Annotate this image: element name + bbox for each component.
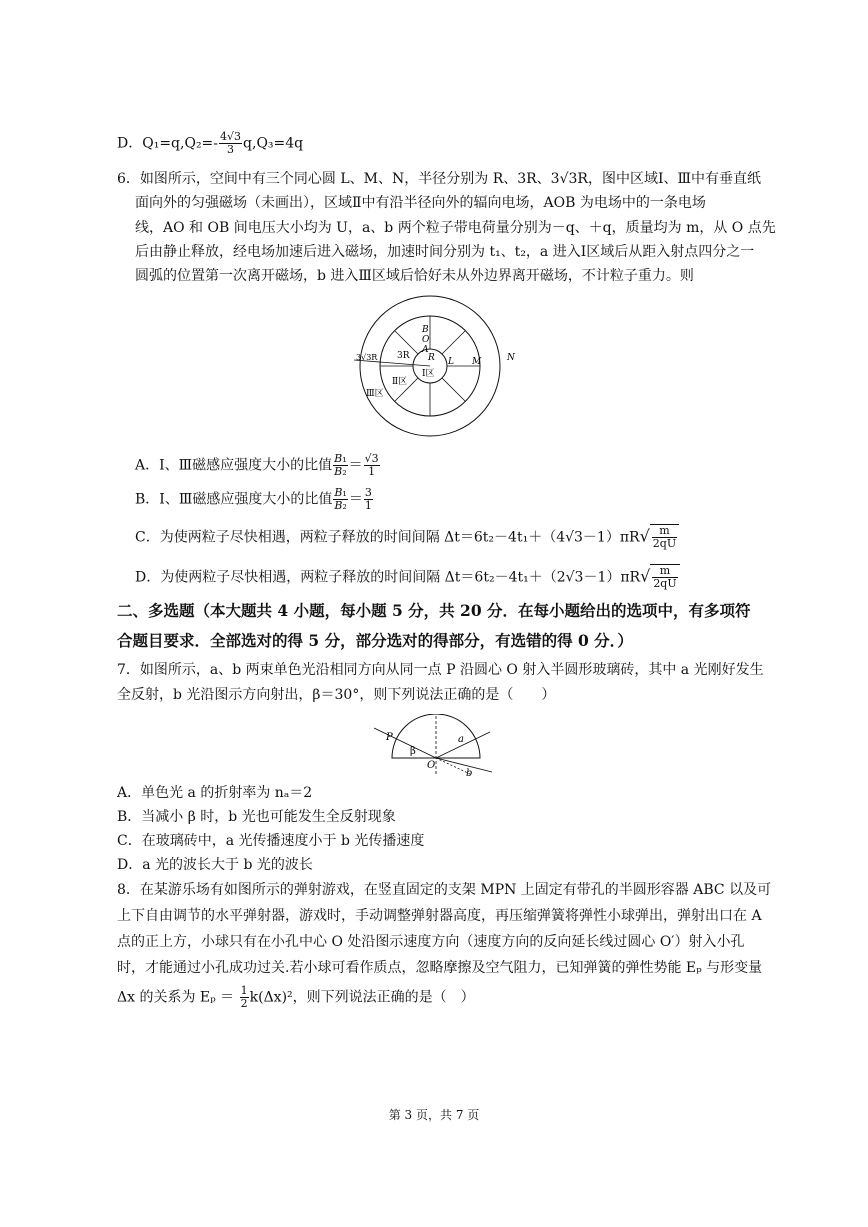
- q6-line-3: 线，AO 和 OB 间电压大小均为 U，a、b 两个粒子带电荷量分别为－q、＋q，质量均为 m，从 O 点先: [135, 220, 776, 236]
- sqrt-num: m: [652, 525, 677, 538]
- q6-line-4: 后由静止释放，经电场加速后进入磁场，加速时间分别为 t₁、t₂，a 进入Ⅰ区域后从距入射点四分之一: [135, 244, 755, 260]
- option-label: C．: [135, 529, 160, 546]
- b-ratio: $\frac{\text{B₁}}{\text{B₂}}$: [334, 486, 347, 512]
- q8-line-2: 上下自由调节的水平弹射器，游戏时，手动调整弹射器高度，再压缩弹簧将弹性小球弹出，弹射出口在 A: [117, 908, 762, 924]
- q7-option-d: D．a 光的波长大于 b 光的波长: [117, 857, 313, 873]
- option-label: D．: [117, 135, 143, 152]
- section-heading-line-1: 二、多选题（本大题共 4 小题，每小题 5 分，共 20 分．在每小题给出的选项中，有多项符: [117, 601, 751, 620]
- q7-line-1: 7．如图所示，a、b 两束单色光沿相同方向从同一点 P 沿圆心 O 射入半圆形玻璃砖，其中 a 光刚好发生: [117, 662, 764, 678]
- label-zone3: Ⅲ区: [366, 389, 384, 399]
- label-a: A: [422, 345, 429, 355]
- q8-line-1: 8．在某游乐场有如图所示的弹射游戏，在竖直固定的支架 MPN 上固定有带孔的半圆形容器 ABC 以及可: [117, 882, 772, 898]
- label-3sqrt3r: 3√3R: [356, 353, 378, 362]
- ratio-num: 3: [364, 486, 372, 499]
- option-text: Ⅰ、Ⅲ磁感应强度大小的比值: [159, 491, 333, 508]
- option-text: 为使两粒子尽快相遇，两粒子释放的时间间隔 Δt＝6t₂－4t₁＋（2√3－1）πR: [160, 569, 641, 586]
- section-heading-line-2: 合题目要求．全部选对的得 5 分，部分选对的得部分，有选错的得 0 分．）: [117, 631, 633, 650]
- q8-line-3: 点的正上方，小球只有在小孔中心 O 处沿图示速度方向（速度方向的反向延长线过圆心 O′）射入小孔: [117, 934, 745, 950]
- half-fraction: [240, 985, 249, 1010]
- q8-line-4: 时，才能通过小孔成功过关.若小球可看作质点，忽略摩擦及空气阻力，已知弹簧的弹性势能 Eₚ 与形变量: [117, 960, 763, 976]
- q7-option-b: B．当减小 β 时，b 光也可能发生全反射现象: [117, 809, 396, 825]
- q6-line-1: 6．如图所示，空间中有三个同心圆 L、M、N，半径分别为 R、3R、3√3R，图中区域Ⅰ、Ⅲ中有垂直纸: [117, 171, 761, 187]
- b-ratio: $\frac{\text{B₁}}{\text{B₂}}$: [334, 452, 347, 478]
- q6-option-c: C．为使两粒子尽快相遇，两粒子释放的时间间隔 Δt＝6t₂－4t₁＋（4√3－1）πR√ $\frac{m}{2qU}$: [135, 524, 679, 550]
- frac-den: 2: [240, 997, 248, 1010]
- option-text: Ⅰ、Ⅲ磁感应强度大小的比值: [159, 457, 333, 474]
- frac-num: 1: [240, 984, 248, 997]
- formula-pre: Δx 的关系为 Eₚ ＝: [117, 989, 239, 1006]
- page-footer: 第 3 页，共 7 页: [388, 1108, 480, 1122]
- frac-num: 4√3: [220, 130, 242, 143]
- label-a: a: [458, 734, 464, 745]
- label-b: b: [466, 768, 473, 778]
- label-3r: 3R: [397, 351, 410, 361]
- option-text: Q₁=q,Q₂=-: [142, 135, 219, 152]
- label-beta: β: [410, 746, 416, 757]
- label-zone1: Ⅰ区: [422, 369, 435, 379]
- option-label: A．: [135, 457, 160, 474]
- ratio-num: √3: [364, 452, 379, 465]
- ratio-value: [364, 453, 380, 478]
- sqrt-den: 2qU: [653, 577, 677, 590]
- ratio-den: 1: [364, 499, 372, 512]
- q6-option-a: A．Ⅰ、Ⅲ磁感应强度大小的比值 $\frac{\text{B₁}}{\text{B₂}}$ ＝ $\frac{√3}{1}$: [135, 452, 379, 478]
- frac-den: 3: [227, 143, 235, 156]
- option-tail: q,Q₃=4q: [243, 135, 304, 152]
- option-label: D．: [135, 569, 161, 586]
- ratio-value: [364, 487, 373, 512]
- label-o: O: [422, 335, 430, 345]
- option-d-prev: [117, 131, 303, 156]
- label-p: P: [386, 732, 393, 743]
- q6-line-2: 面向外的匀强磁场（未画出），区域Ⅱ中有沿半径向外的辐向电场，AOB 为电场中的一条电场: [135, 195, 706, 211]
- sqrt-den: 2qU: [652, 537, 677, 550]
- fraction: [219, 131, 242, 156]
- option-label: B．: [135, 491, 160, 508]
- q8-line-5: [117, 985, 475, 1010]
- semicircle-glass-figure: [370, 714, 500, 778]
- label-m: M: [472, 357, 482, 367]
- label-n: N: [507, 353, 515, 363]
- label-b: B: [422, 325, 429, 335]
- q6-option-b: B．Ⅰ、Ⅲ磁感应强度大小的比值 $\frac{\text{B₁}}{\text{B₂}}$ ＝ $\frac{3}{1}$: [135, 486, 372, 512]
- label-r: R: [428, 353, 435, 363]
- q6-line-5: 圆弧的位置第一次离开磁场，b 进入Ⅲ区域后恰好未从外边界离开磁场，不计粒子重力。则: [135, 268, 694, 284]
- sqrt-num: m: [652, 565, 677, 578]
- q7-option-c: C．在玻璃砖中，a 光传播速度小于 b 光传播速度: [117, 833, 425, 849]
- concentric-circles-figure: [342, 294, 522, 438]
- formula-post: k(Δx)²，则下列说法正确的是（ ）: [249, 989, 475, 1006]
- q7-option-a: A．单色光 a 的折射率为 nₐ＝2: [117, 785, 313, 801]
- sqrt-frac: [652, 565, 677, 590]
- label-l: L: [448, 357, 454, 367]
- label-o: O: [427, 760, 436, 771]
- option-text: 为使两粒子尽快相遇，两粒子释放的时间间隔 Δt＝6t₂－4t₁＋（4√3－1）πR: [159, 529, 640, 546]
- sqrt-frac: [652, 525, 677, 550]
- ratio-den: 1: [368, 465, 376, 478]
- q6-option-d: D．为使两粒子尽快相遇，两粒子释放的时间间隔 Δt＝6t₂－4t₁＋（2√3－1）πR√ $\frac{m}{2qU}$: [135, 564, 680, 590]
- label-zone2: Ⅱ区: [392, 377, 408, 387]
- q7-line-2: 全反射，b 光沿图示方向射出，β＝30°，则下列说法正确的是（ ）: [117, 687, 556, 703]
